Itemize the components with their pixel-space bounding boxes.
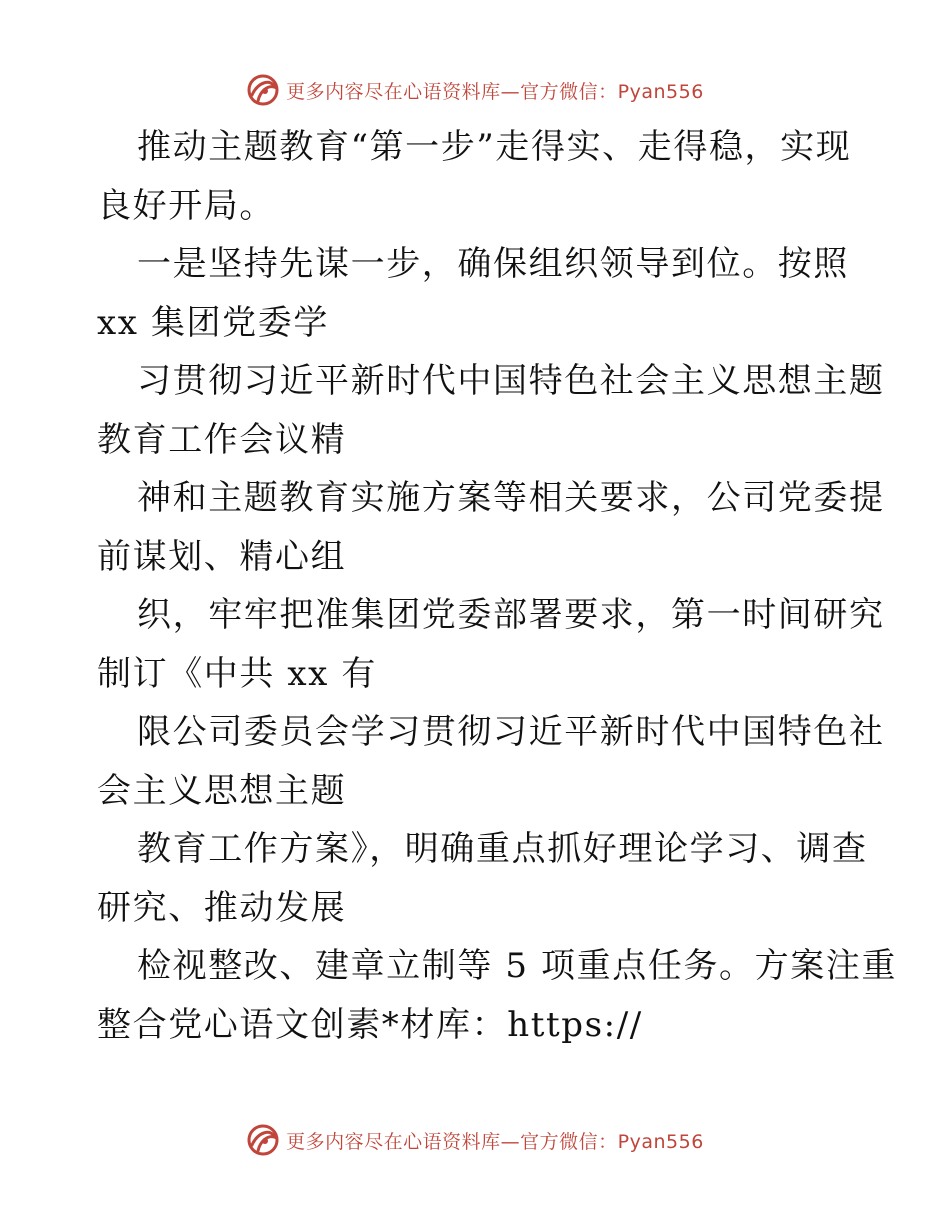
text-line: 良好开局。 (97, 185, 275, 226)
bottom-watermark (0, 1120, 950, 1160)
text-line: 习贯彻习近平新时代中国特色社会主义思想主题 (137, 361, 885, 401)
watermark-text: 更多内容尽在心语资料库—官方微信：Pyan556 (286, 1130, 704, 1153)
text-line: xx 集团党委学 (97, 302, 329, 343)
text-line: 一是坚持先谋一步，确保组织领导到位。按照 (137, 244, 849, 284)
text-line: 整合党心语文创素*材库：https:// (97, 1004, 643, 1045)
text-line: 织，牢牢把准集团党委部署要求，第一时间研究 (137, 595, 885, 635)
text-line: 神和主题教育实施方案等相关要求，公司党委提 (137, 478, 885, 518)
text-line: 前谋划、精心组 (97, 536, 347, 577)
text-line: 检视整改、建章立制等 5 项重点任务。方案注重 (137, 946, 898, 986)
text-line: 会主义思想主题 (97, 770, 347, 811)
brand-logo-icon (246, 73, 280, 107)
text-line: 研究、推动发展 (97, 887, 347, 928)
text-line: 教育工作会议精 (97, 419, 347, 460)
document-body (97, 118, 898, 1054)
text-line: 推动主题教育“第一步”走得实、走得稳，实现 (137, 127, 852, 167)
text-line: 制订《中共 xx 有 (97, 653, 377, 694)
text-line: 限公司委员会学习贯彻习近平新时代中国特色社 (137, 712, 885, 752)
brand-logo-icon (246, 1123, 280, 1157)
top-watermark (0, 70, 950, 110)
watermark-text: 更多内容尽在心语资料库—官方微信：Pyan556 (286, 80, 704, 103)
text-line: 教育工作方案》，明确重点抓好理论学习、调查 (137, 829, 868, 869)
